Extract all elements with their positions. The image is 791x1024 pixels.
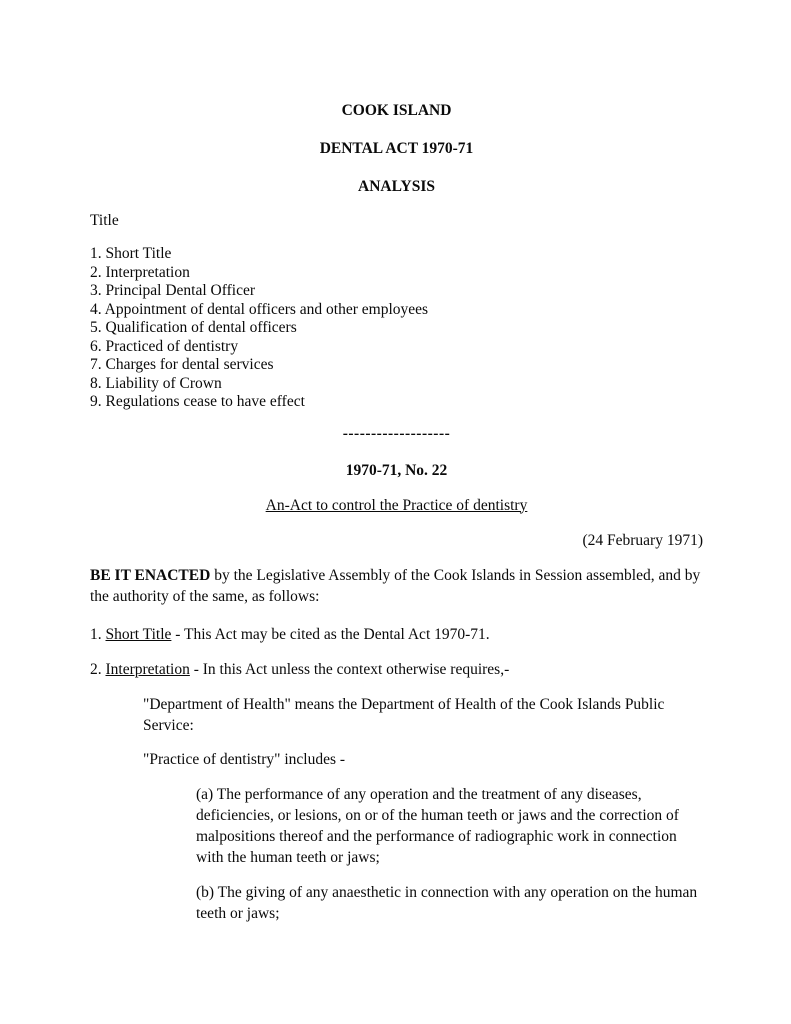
definition-practice-item-b: (b) The giving of any anaesthetic in connection with any operation on the human teeth or jaws;: [196, 883, 698, 922]
section-1-body: - This Act may be cited as the Dental Act 1970-71.: [171, 625, 490, 643]
analysis-item-4: 4. Appointment of dental officers and other employees: [90, 300, 429, 318]
doc-jurisdiction-title: COOK ISLAND: [341, 102, 452, 119]
definition-department-of-health: "Department of Health" means the Department of Health of the Cook Islands Public Service:: [143, 695, 665, 734]
act-number: 1970-71, No. 22: [345, 461, 448, 479]
section-2-interpretation: [90, 659, 703, 680]
section-1-number: 1.: [90, 625, 106, 643]
analysis-item-8: 8. Liability of Crown: [90, 374, 222, 392]
section-1-short-title: [90, 624, 703, 645]
analysis-item-7: 7. Charges for dental services: [90, 356, 274, 373]
definition-practice-of-dentistry-intro: "Practice of dentistry" includes -: [143, 750, 346, 768]
analysis-item-3: 3. Principal Dental Officer: [90, 282, 255, 299]
enactment-rest-text: by the Legislative Assembly of the Cook Islands in Session assembled, and by the authority of the same, as follows:: [90, 566, 701, 605]
analysis-item-2: 2. Interpretation: [90, 263, 190, 281]
section-divider: -------------------: [342, 424, 451, 442]
analysis-item-1: 1. Short Title: [90, 245, 172, 262]
section-2-heading: Interpretation: [105, 660, 190, 678]
act-long-title: An-Act to control the Practice of dentistry: [265, 496, 528, 514]
doc-analysis-heading: ANALYSIS: [358, 178, 435, 195]
analysis-title-label: Title: [90, 212, 119, 229]
analysis-item-6: 6. Practiced of dentistry: [90, 337, 239, 355]
act-assent-date: (24 February 1971): [582, 531, 703, 549]
section-1-heading: Short Title: [105, 625, 172, 643]
analysis-item-9: 9. Regulations cease to have effect: [90, 393, 305, 410]
analysis-item-5: 5. Qualification of dental officers: [90, 319, 297, 336]
definition-practice-item-a: (a) The performance of any operation and the treatment of any diseases, deficiencies, or lesions, on or of the human teeth or jaws and the correction of malpositions thereof and the performance of radiographic work in connection with the human teeth or jaws;: [196, 785, 679, 866]
enactment-lead-text: BE IT ENACTED: [90, 566, 211, 584]
section-2-body: - In this Act unless the context otherwise requires,-: [189, 660, 510, 678]
enactment-clause: [90, 565, 703, 607]
section-2-number: 2.: [90, 660, 106, 678]
analysis-list: [90, 245, 703, 412]
doc-act-title: DENTAL ACT 1970-71: [319, 140, 474, 157]
